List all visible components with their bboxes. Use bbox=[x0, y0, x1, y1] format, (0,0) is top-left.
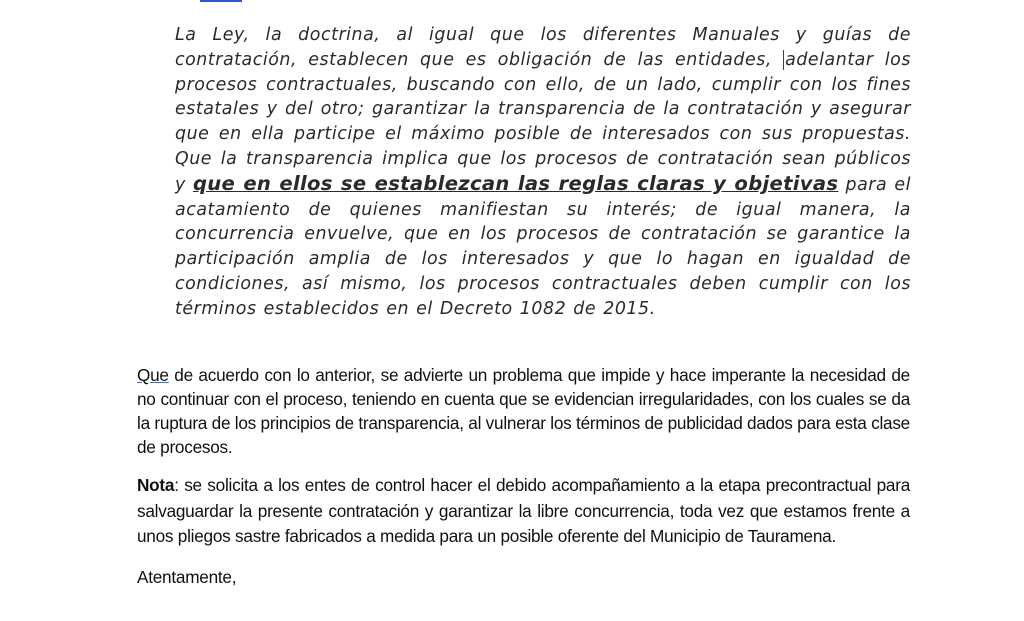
paragraph-conclusion bbox=[137, 363, 910, 459]
closing-salutation: Atentamente, bbox=[137, 567, 237, 587]
quote-text-start: La Ley, la doctrina, al igual que los diferentes Manuales y guías de contratación, establecen que es obligación de las entidades, bbox=[175, 25, 911, 70]
note-paragraph bbox=[137, 473, 910, 550]
quote-text-middle: adelantar los procesos contractuales, buscando con ello, de un lado, cumplir con los fines estatales y del otro; garantizar la transparencia de la contratación y asegurar que en ella participe el máximo posible de interesados con sus propuestas. Que la transparencia implica que los procesos de contratación sean públicos y bbox=[175, 49, 911, 195]
paragraph-lead-word: Que bbox=[137, 365, 169, 385]
paragraph-text: de acuerdo con lo anterior, se advierte un problema que impide y hace imperante la necesidad de no continuar con el proceso, teniendo en cuenta que se evidencian irregularidades, con los cuales se da la ruptura de los principios de transparencia, al vulnerar los términos de publicidad dados para esta clase de procesos. bbox=[137, 365, 910, 457]
top-line-mark bbox=[200, 0, 242, 2]
note-label: Nota bbox=[137, 475, 175, 495]
note-text: : se solicita a los entes de control hacer el debido acompañamiento a la etapa precontractual para salvaguardar la presente contratación y garantizar la libre concurrencia, toda vez que estamos frente a unos pliegos sastre fabricados a medida para un posible oferente del Municipio de Tauramena. bbox=[137, 475, 910, 546]
text-cursor-mark bbox=[783, 50, 784, 70]
quote-text-end: para el acatamiento de quienes manifiestan su interés; de igual manera, la concurrencia envuelve, que en los procesos de contratación se garantice la participación amplia de los interesados y que lo hagan en igualdad de condiciones, así mismo, los procesos contractuales deben cumplir con los términos establecidos en el Decreto 1082 de 2015. bbox=[175, 174, 911, 319]
quote-emphasis: que en ellos se establezcan las reglas claras y objetivas bbox=[192, 171, 839, 195]
quoted-paragraph bbox=[175, 23, 911, 322]
